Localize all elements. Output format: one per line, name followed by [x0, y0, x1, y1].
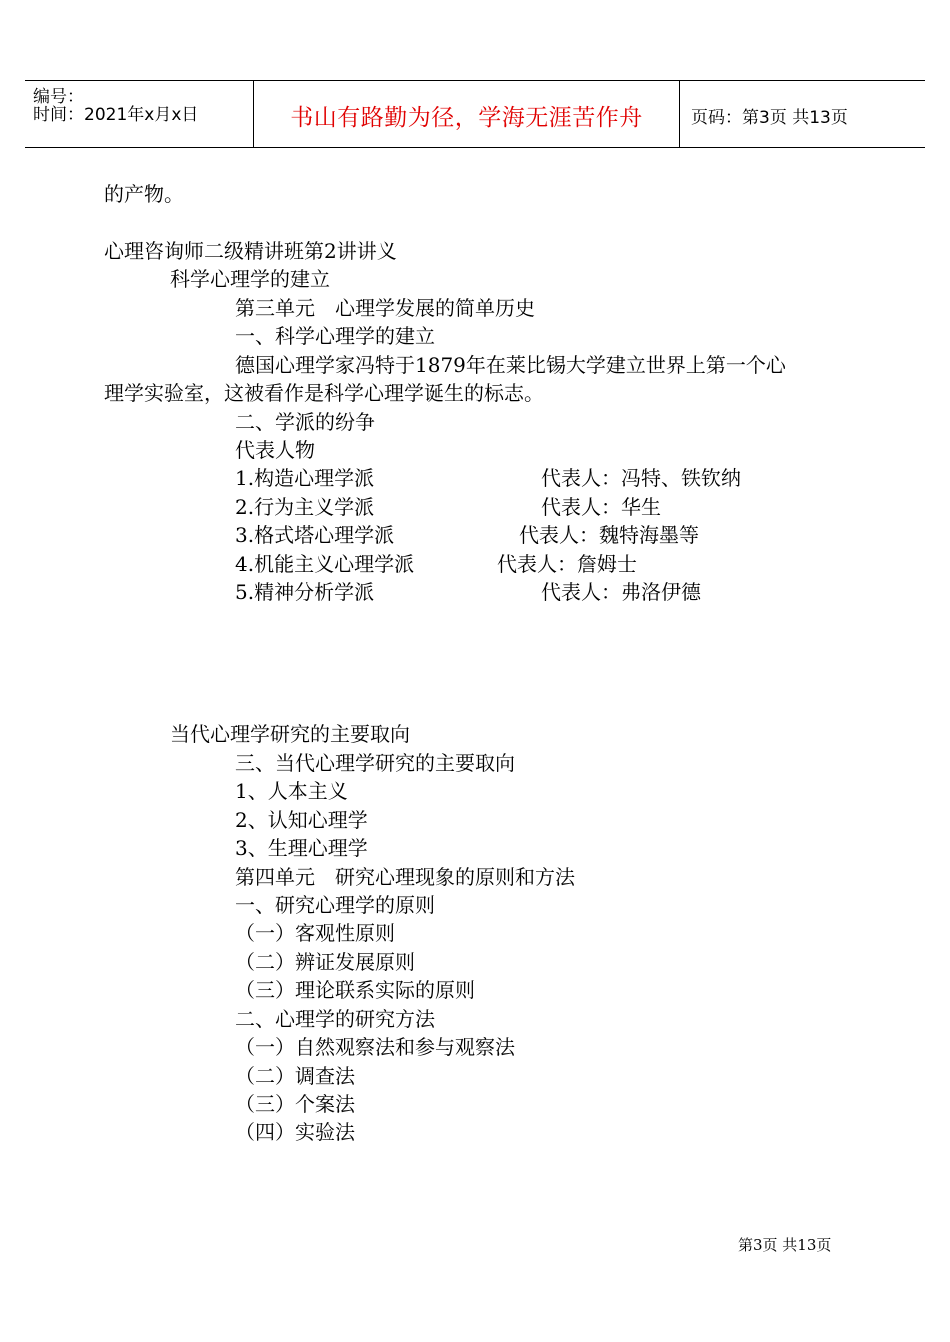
list-item: （三）个案法 — [235, 1092, 355, 1116]
list-item: （一）客观性原则 — [235, 921, 395, 945]
list-item: 3、生理心理学 — [235, 836, 368, 860]
page-footer-number: 第3页 共13页 — [738, 1236, 832, 1254]
school-item-representative: 代表人：詹姆士 — [497, 552, 637, 576]
list-item: （三）理论联系实际的原则 — [235, 978, 475, 1002]
page-header — [25, 80, 925, 148]
school-item-representative: 代表人：冯特、铁钦纳 — [541, 466, 741, 490]
school-item-name: 1.构造心理学派 — [235, 466, 375, 490]
paragraph-line: 理学实验室，这被看作是科学心理学诞生的标志。 — [104, 381, 544, 405]
list-item: （二）调查法 — [235, 1064, 355, 1088]
subsection-heading: 一、科学心理学的建立 — [235, 324, 435, 348]
school-item-representative: 代表人：弗洛伊德 — [541, 580, 701, 604]
list-heading: 代表人物 — [235, 438, 315, 462]
school-item-representative: 代表人：华生 — [541, 495, 661, 519]
header-left-cell — [25, 81, 253, 147]
section-heading: 当代心理学研究的主要取向 — [170, 722, 410, 746]
header-page-number: 页码：第3页 共13页 — [691, 108, 848, 128]
school-item-name: 4.机能主义心理学派 — [235, 552, 415, 576]
paragraph-line: 德国心理学家冯特于1879年在莱比锡大学建立世界上第一个心 — [235, 353, 786, 377]
subsection-heading: 一、研究心理学的原则 — [235, 893, 435, 917]
unit-heading: 第三单元 心理学发展的简单历史 — [235, 296, 535, 320]
list-item: 2、认知心理学 — [235, 808, 368, 832]
list-item: （一）自然观察法和参与观察法 — [235, 1035, 515, 1059]
school-item-representative: 代表人：魏特海墨等 — [519, 523, 699, 547]
school-item-name: 5.精神分析学派 — [235, 580, 375, 604]
document-number-label: 编号： — [33, 87, 84, 107]
lecture-title: 心理咨询师二级精讲班第2讲讲义 — [104, 239, 397, 263]
subsection-heading: 二、学派的纷争 — [235, 410, 375, 434]
school-item-name: 3.格式塔心理学派 — [235, 523, 395, 547]
header-motto-cell — [253, 81, 680, 147]
section-heading: 科学心理学的建立 — [170, 267, 330, 291]
list-item: （四）实验法 — [235, 1120, 355, 1144]
school-item-name: 2.行为主义学派 — [235, 495, 375, 519]
subsection-heading: 二、心理学的研究方法 — [235, 1007, 435, 1031]
list-item: （二）辨证发展原则 — [235, 950, 415, 974]
header-motto: 书山有路勤为径，学海无涯苦作舟 — [290, 105, 643, 131]
header-page-cell — [679, 81, 925, 147]
document-time-label: 时间：2021年x月x日 — [33, 105, 199, 125]
subsection-heading: 三、当代心理学研究的主要取向 — [235, 751, 515, 775]
list-item: 1、人本主义 — [235, 779, 348, 803]
text-line: 的产物。 — [104, 182, 184, 206]
unit-heading: 第四单元 研究心理现象的原则和方法 — [235, 865, 575, 889]
